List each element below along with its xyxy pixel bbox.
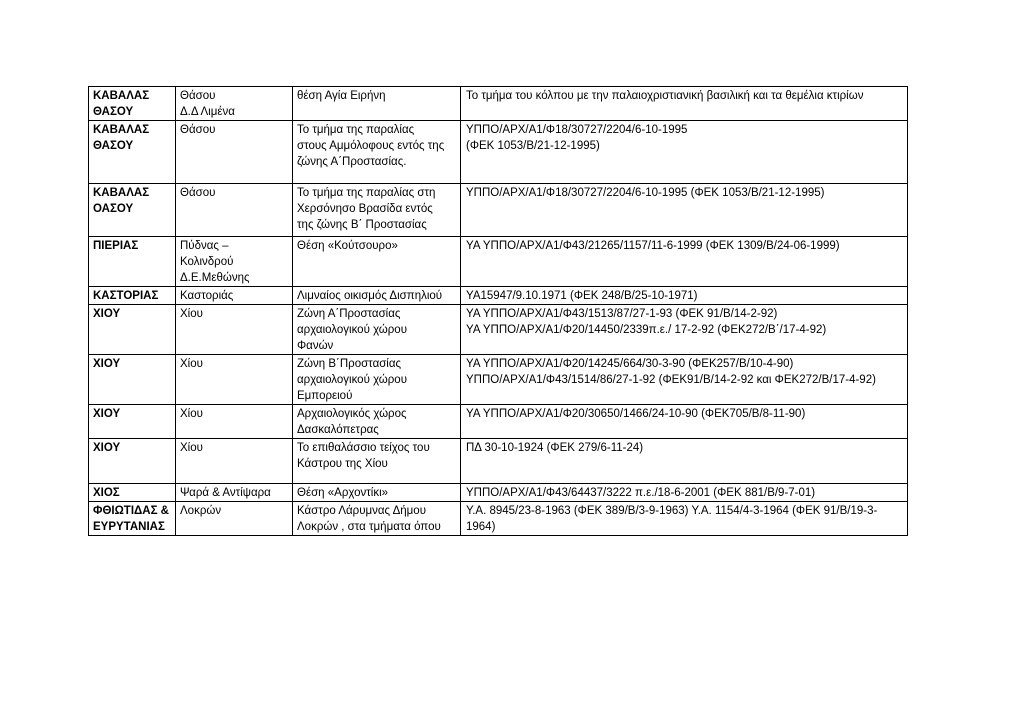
municipality-cell — [176, 502, 293, 536]
location-cell — [293, 484, 461, 502]
table-body — [89, 87, 908, 536]
municipality-line: Θάσου — [180, 90, 216, 102]
region-line: ΧΙΟΥ — [93, 358, 121, 370]
decision-cell — [461, 87, 908, 121]
location-line: Θέση «Κούτσουρο» — [297, 240, 398, 252]
table-row — [89, 87, 908, 121]
municipality-line: Λοκρών — [180, 505, 222, 517]
table-row — [89, 121, 908, 184]
municipality-line: Ψαρά & Αντίψαρα — [180, 487, 271, 499]
location-line: Φανών — [297, 340, 334, 352]
region-line: ΚΑΒΑΛΑΣ — [93, 90, 150, 102]
decision-cell — [461, 502, 908, 536]
location-line: Λοκρών , στα τμήματα όπου — [297, 521, 441, 533]
region-line: ΘΑΣΟΥ — [93, 140, 134, 152]
region-line: ΧΙΟΣ — [93, 487, 120, 499]
region-cell — [89, 121, 176, 184]
municipality-cell — [176, 355, 293, 405]
region-cell — [89, 355, 176, 405]
location-cell — [293, 287, 461, 305]
municipality-cell — [176, 439, 293, 484]
municipality-line: Θάσου — [180, 187, 216, 199]
municipality-line: Χίου — [180, 358, 203, 370]
region-line: ΕΥΡΥΤΑΝΙΑΣ — [93, 521, 165, 533]
municipality-line: Χίου — [180, 442, 203, 454]
decision-line: ΥΑ ΥΠΠΟ/ΑΡΧ/Α1/Φ20/30650/1466/24-10-90 (ΦΕΚ705/Β/8-11-90) — [466, 408, 806, 420]
municipality-line: Δ.Ε.Μεθώνης — [180, 272, 250, 284]
location-cell — [293, 439, 461, 484]
municipality-line: Δ.Δ Λιμένα — [180, 106, 235, 118]
decision-line: 1964) — [466, 521, 496, 533]
table-row — [89, 237, 908, 287]
location-line: αρχαιολογικού χώρου — [297, 374, 407, 386]
location-line: Το επιθαλάσσιο τείχος του — [297, 442, 430, 454]
municipality-cell — [176, 305, 293, 355]
municipality-line: Κολινδρού — [180, 256, 234, 268]
location-cell — [293, 184, 461, 237]
location-line: στους Αμμόλοφους εντός της — [297, 140, 445, 152]
decision-cell — [461, 439, 908, 484]
table-row — [89, 484, 908, 502]
location-cell — [293, 237, 461, 287]
location-line: Αρχαιολογικός χώρος — [297, 408, 407, 420]
decision-line: ΥΑ15947/9.10.1971 (ΦΕΚ 248/Β/25-10-1971) — [466, 290, 698, 302]
monuments-table — [88, 86, 908, 536]
location-line: θέση Αγία Ειρήνη — [297, 90, 386, 102]
table-row — [89, 287, 908, 305]
municipality-cell — [176, 184, 293, 237]
decision-line: (ΦΕΚ 1053/Β/21-12-1995) — [466, 140, 600, 152]
location-cell — [293, 87, 461, 121]
location-cell — [293, 405, 461, 439]
decision-cell — [461, 484, 908, 502]
region-cell — [89, 305, 176, 355]
location-line: αρχαιολογικού χώρου — [297, 324, 407, 336]
decision-line: ΥΠΠΟ/ΑΡΧ/Α1/Φ43/1514/86/27-1-92 (ΦΕΚ91/Β/14-2-92 και ΦΕΚ272/Β/17-4-92) — [466, 374, 876, 386]
location-line: Ζώνη Α΄Προστασίας — [297, 308, 401, 320]
region-cell — [89, 184, 176, 237]
region-line: ΦΘΙΩΤΙΔΑΣ & — [93, 505, 169, 517]
table-row — [89, 405, 908, 439]
decision-cell — [461, 237, 908, 287]
location-line: Λιμναίος οικισμός Δισπηλιού — [297, 290, 443, 302]
location-line: Ζώνη Β΄Προστασίας — [297, 358, 402, 370]
location-line: Κάστρου της Χίου — [297, 458, 388, 470]
table-row — [89, 355, 908, 405]
municipality-line: Καστοριάς — [180, 290, 234, 302]
region-line: ΚΑΒΑΛΑΣ — [93, 187, 150, 199]
municipality-line: Θάσου — [180, 124, 216, 136]
decision-line: Υ.Α. 8945/23-8-1963 (ΦΕΚ 389/Β/3-9-1963) Υ.Α. 1154/4-3-1964 (ΦΕΚ 91/Β/19-3- — [466, 505, 878, 517]
municipality-cell — [176, 121, 293, 184]
decision-line: ΥΠΠΟ/ΑΡΧ/Α1/Φ18/30727/2204/6-10-1995 — [466, 124, 688, 136]
location-line: Χερσόνησο Βρασίδα εντός — [297, 203, 433, 215]
municipality-line: Χίου — [180, 408, 203, 420]
location-cell — [293, 305, 461, 355]
region-line: ΘΑΣΟΥ — [93, 106, 134, 118]
location-line: ζώνης Α΄Προστασίας. — [297, 156, 407, 168]
decision-line: ΠΔ 30-10-1924 (ΦΕΚ 279/6-11-24) — [466, 442, 644, 454]
municipality-cell — [176, 237, 293, 287]
decision-cell — [461, 287, 908, 305]
municipality-line: Χίου — [180, 308, 203, 320]
region-cell — [89, 484, 176, 502]
region-cell — [89, 87, 176, 121]
location-line: Θέση «Αρχοντίκι» — [297, 487, 389, 499]
location-line: Εμπορειού — [297, 390, 353, 402]
region-cell — [89, 237, 176, 287]
region-cell — [89, 439, 176, 484]
decision-cell — [461, 305, 908, 355]
municipality-cell — [176, 287, 293, 305]
region-line: ΟΑΣΟΥ — [93, 203, 134, 215]
region-line: ΧΙΟΥ — [93, 442, 121, 454]
region-cell — [89, 405, 176, 439]
decision-line: ΥΠΠΟ/ΑΡΧ/Α1/Φ43/64437/3222 π.ε./18-6-2001 (ΦΕΚ 881/Β/9-7-01) — [466, 487, 816, 499]
decision-cell — [461, 405, 908, 439]
location-line: Δασκαλόπετρας — [297, 424, 379, 436]
region-cell — [89, 502, 176, 536]
location-cell — [293, 121, 461, 184]
decision-line: ΥΑ ΥΠΠΟ/ΑΡΧ/Α1/Φ43/21265/1157/11-6-1999 (ΦΕΚ 1309/Β/24-06-1999) — [466, 240, 840, 252]
region-line: ΧΙΟΥ — [93, 408, 121, 420]
table-row — [89, 502, 908, 536]
region-line: ΚΑΒΑΛΑΣ — [93, 124, 150, 136]
municipality-cell — [176, 484, 293, 502]
municipality-cell — [176, 87, 293, 121]
region-cell — [89, 287, 176, 305]
decision-cell — [461, 355, 908, 405]
region-line: ΧΙΟΥ — [93, 308, 121, 320]
decision-cell — [461, 121, 908, 184]
decision-line: ΥΠΠΟ/ΑΡΧ/Α1/Φ18/30727/2204/6-10-1995 (ΦΕΚ 1053/Β/21-12-1995) — [466, 187, 825, 199]
decision-line: ΥΑ ΥΠΠΟ/ΑΡΧ/Α1/Φ43/1513/87/27-1-93 (ΦΕΚ 91/Β/14-2-92) — [466, 308, 778, 320]
municipality-line: Πύδνας – — [180, 240, 229, 252]
location-cell — [293, 355, 461, 405]
table-row — [89, 184, 908, 237]
table-row — [89, 305, 908, 355]
region-line: ΠΙΕΡΙΑΣ — [93, 240, 139, 252]
table-row — [89, 439, 908, 484]
location-line: της ζώνης Β΄ Προστασίας — [297, 219, 427, 231]
location-line: Το τμήμα της παραλίας — [297, 124, 415, 136]
decision-line: ΥΑ ΥΠΠΟ/ΑΡΧ/Α1/Φ20/14450/2339π.ε./ 17-2-92 (ΦΕΚ272/Β΄/17-4-92) — [466, 324, 827, 336]
location-line: Κάστρο Λάρυμνας Δήμου — [297, 505, 426, 517]
decision-cell — [461, 184, 908, 237]
location-line: Το τμήμα της παραλίας στη — [297, 187, 436, 199]
decision-line: Το τμήμα του κόλπου με την παλαιοχριστιανική βασιλική και τα θεμέλια κτιρίων — [466, 90, 864, 102]
location-cell — [293, 502, 461, 536]
decision-line: ΥΑ ΥΠΠΟ/ΑΡΧ/Α1/Φ20/14245/664/30-3-90 (ΦΕΚ257/Β/10-4-90) — [466, 358, 794, 370]
region-line: ΚΑΣΤΟΡΙΑΣ — [93, 290, 159, 302]
municipality-cell — [176, 405, 293, 439]
